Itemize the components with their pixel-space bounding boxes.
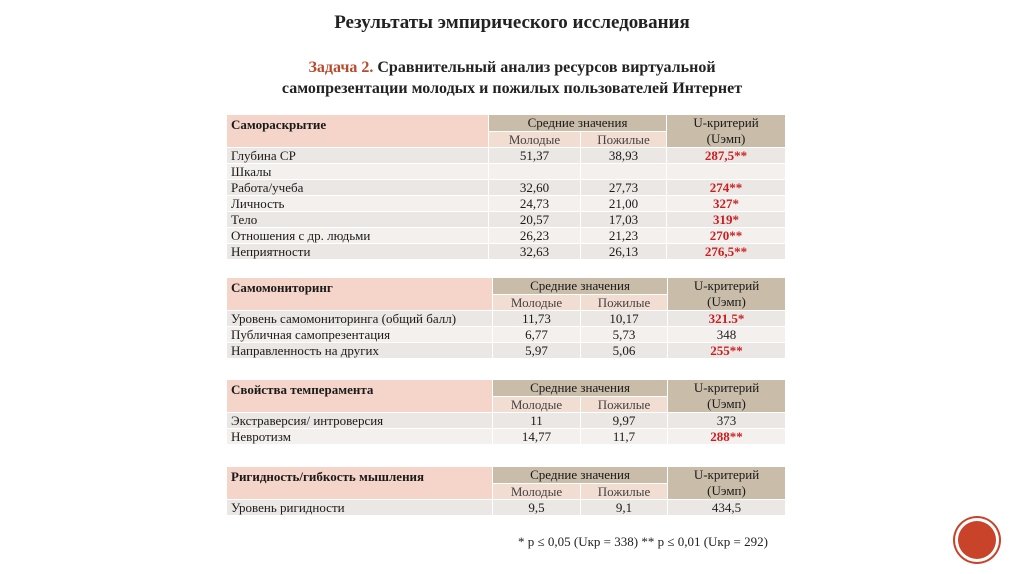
value-old: 17,03 [581, 212, 667, 228]
u-value: 348 [668, 327, 786, 343]
task-label: Задача 2. [308, 59, 374, 76]
table-row [227, 311, 786, 327]
value-young: 11,73 [493, 311, 581, 327]
value-young: 14,77 [493, 429, 581, 445]
group-young-header: Молодые [493, 483, 581, 500]
value-old: 5,73 [581, 327, 668, 343]
value-old: 11,7 [581, 429, 668, 445]
row-label: Направленность на других [227, 343, 493, 359]
u-value: 274** [667, 180, 786, 196]
subtitle-line-2: самопрезентации молодых и пожилых пользователей Интернет [281, 80, 743, 97]
u-value: 321.5* [668, 311, 786, 327]
table-row [227, 164, 786, 180]
value-old: 21,00 [581, 196, 667, 212]
table-self-monitoring [226, 277, 786, 359]
u-value: 288** [668, 429, 786, 445]
table-row [227, 212, 786, 228]
u-value: 255** [668, 343, 786, 359]
table-row [227, 244, 786, 260]
table-row [227, 148, 786, 164]
table-self-disclosure [226, 114, 786, 260]
decorative-circle-icon [958, 521, 996, 559]
u-value: 276,5** [667, 244, 786, 260]
value-young: 32,63 [489, 244, 581, 260]
means-header: Средние значения [493, 467, 668, 484]
value-old: 9,97 [581, 413, 668, 429]
value-young: 6,77 [493, 327, 581, 343]
group-old-header: Пожилые [581, 396, 668, 413]
value-young: 32,60 [489, 180, 581, 196]
row-label: Невротизм [227, 429, 493, 445]
table-row [227, 429, 786, 445]
table-row [227, 228, 786, 244]
row-label: Неприятности [227, 244, 489, 260]
value-young: 5,97 [493, 343, 581, 359]
table-name: Свойства темперамента [227, 380, 493, 413]
means-header: Средние значения [493, 380, 668, 397]
u-header: U-критерий (Uэмп) [668, 467, 786, 500]
group-old-header: Пожилые [581, 294, 668, 311]
value-old: 5,06 [581, 343, 668, 359]
value-old: 21,23 [581, 228, 667, 244]
row-label: Шкалы [227, 164, 489, 180]
table-row [227, 180, 786, 196]
group-young-header: Молодые [493, 396, 581, 413]
value-old [581, 164, 667, 180]
table-temperament [226, 379, 786, 445]
table-row [227, 343, 786, 359]
row-label: Глубина СР [227, 148, 489, 164]
value-old: 26,13 [581, 244, 667, 260]
row-label: Уровень самомониторинга (общий балл) [227, 311, 493, 327]
value-young: 26,23 [489, 228, 581, 244]
value-young: 24,73 [489, 196, 581, 212]
value-old: 27,73 [581, 180, 667, 196]
value-young: 11 [493, 413, 581, 429]
table-row [227, 196, 786, 212]
u-value: 373 [668, 413, 786, 429]
u-value: 327* [667, 196, 786, 212]
u-value [667, 164, 786, 180]
table-row [227, 413, 786, 429]
value-young: 51,37 [489, 148, 581, 164]
value-young: 9,5 [493, 500, 581, 516]
u-value: 319* [667, 212, 786, 228]
table-name: Самомониторинг [227, 278, 493, 311]
u-header: U-критерий (Uэмп) [668, 278, 786, 311]
table-rigidity [226, 466, 786, 516]
u-value: 434,5 [668, 500, 786, 516]
table-name: Ригидность/гибкость мышления [227, 467, 493, 500]
u-header: U-критерий (Uэмп) [667, 115, 786, 148]
table-row [227, 327, 786, 343]
row-label: Личность [227, 196, 489, 212]
row-label: Тело [227, 212, 489, 228]
table-name: Самораскрытие [227, 115, 489, 148]
group-old-header: Пожилые [581, 131, 667, 148]
value-old: 10,17 [581, 311, 668, 327]
u-header: U-критерий (Uэмп) [668, 380, 786, 413]
value-old: 9,1 [581, 500, 668, 516]
group-young-header: Молодые [489, 131, 581, 148]
row-label: Публичная самопрезентация [227, 327, 493, 343]
row-label: Экстраверсия/ интроверсия [227, 413, 493, 429]
means-header: Средние значения [493, 278, 668, 295]
table-row [227, 500, 786, 516]
group-old-header: Пожилые [581, 483, 668, 500]
u-value: 270** [667, 228, 786, 244]
value-old: 38,93 [581, 148, 667, 164]
page-subtitle [0, 57, 1024, 99]
footnote: * р ≤ 0,05 (Uкр = 338) ** р ≤ 0,01 (Uкр = 292) [518, 534, 768, 549]
row-label: Отношения с др. людьми [227, 228, 489, 244]
page-title: Результаты эмпирического исследования [334, 12, 690, 33]
group-young-header: Молодые [493, 294, 581, 311]
subtitle-line-1: Сравнительный анализ ресурсов виртуальной [377, 59, 716, 76]
value-young: 20,57 [489, 212, 581, 228]
row-label: Уровень ригидности [227, 500, 493, 516]
u-value: 287,5** [667, 148, 786, 164]
row-label: Работа/учеба [227, 180, 489, 196]
value-young [489, 164, 581, 180]
means-header: Средние значения [489, 115, 667, 132]
